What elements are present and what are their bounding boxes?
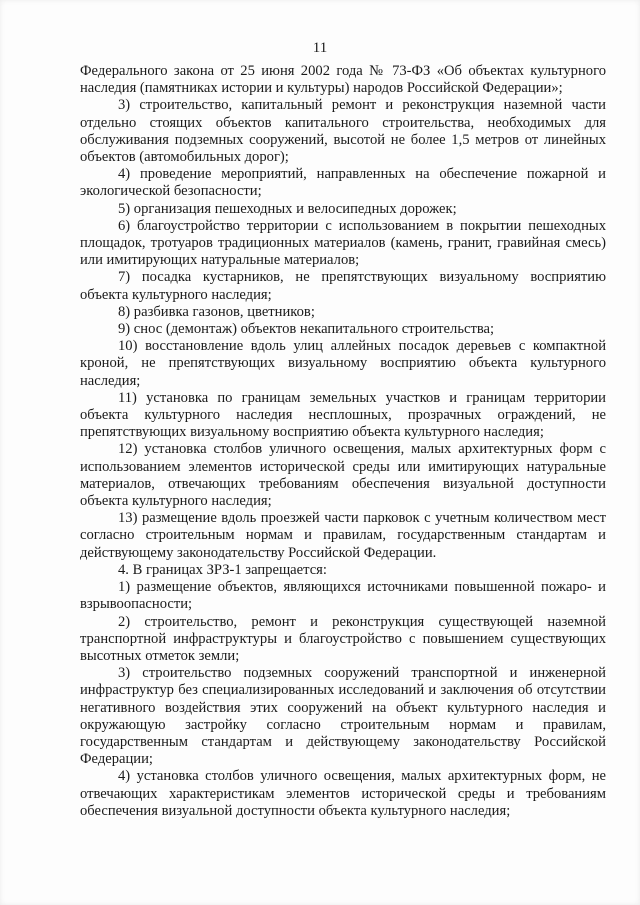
prohibition-item-2: 2) строительство, ремонт и реконструкция существующей наземной транспортной инфраструктуры и благоустройство с повышением существующих высотных отметок земли; [80, 613, 606, 664]
list-item-9: 9) снос (демонтаж) объектов некапитального строительства; [118, 321, 495, 338]
list-item-8: 8) разбивка газонов, цветников; [118, 303, 315, 320]
list-item-3: 3) строительство, капитальный ремонт и реконструкция наземной части отдельно стоящих объектов капитального строительства, необходимых для обслуживания подземных сооружений, высотой не более 1,5 метров от линейных объектов (автомобильных дорог); [80, 97, 606, 166]
list-item-12: 12) установка столбов уличного освещения, малых архитектурных форм с использованием элементов исторической среды или имитирующих натуральные материалов, отвечающих требованиям обеспечения визуальной доступности объекта культурного наследия; [80, 441, 606, 510]
document-body [80, 63, 606, 820]
list-item-5: 5) организация пешеходных и велосипедных дорожек; [118, 200, 457, 217]
section-heading-4: 4. В границах ЗРЗ-1 запрещается: [118, 561, 327, 578]
page-number: 11 [312, 40, 328, 56]
prohibition-item-1: 1) размещение объектов, являющихся источниками повышенной пожаро- и взрывоопасности; [80, 579, 606, 613]
list-item-13: 13) размещение вдоль проезжей части парковок с учетным количеством мест согласно строительным нормам и правилам, государственным стандартам и действующему законодательству Российской Федерации. [80, 510, 606, 561]
paragraph-law-reference: Федерального закона от 25 июня 2002 года № 73-ФЗ «Об объектах культурного наследия (памятниках истории и культуры) народов Российской Федерации»; [80, 63, 606, 97]
list-item-7: 7) посадка кустарников, не препятствующих визуальному восприятию объекта культурного наследия; [80, 269, 606, 303]
prohibition-item-3: 3) строительство подземных сооружений транспортной и инженерной инфраструктур без специализированных исследований и заключения об отсутствии негативного воздействия этих сооружений на объект культурного наследия и окружающую застройку согласно строительным нормам и правилам, государственным стандартам и действующему законодательству Российской Федерации; [80, 665, 606, 768]
list-item-10: 10) восстановление вдоль улиц аллейных посадок деревьев с компактной кроной, не препятствующих визуальному восприятию объекта культурного наследия; [80, 338, 606, 389]
prohibition-item-4: 4) установка столбов уличного освещения, малых архитектурных форм, не отвечающих характеристикам элементов исторической среды и требованиям обеспечения визуальной доступности объекта культурного наследия; [80, 768, 606, 819]
list-item-6: 6) благоустройство территории с использованием в покрытии пешеходных площадок, тротуаров традиционных материалов (камень, гранит, гравийная смесь) или имитирующих натуральные материалов; [80, 217, 606, 269]
list-item-4: 4) проведение мероприятий, направленных на обеспечение пожарной и экологической безопасности; [80, 166, 606, 200]
list-item-11: 11) установка по границам земельных участков и границам территории объекта культурного наследия несплошных, прозрачных ограждений, не препятствующих визуальному восприятию объекта культурного наследия; [80, 389, 606, 441]
